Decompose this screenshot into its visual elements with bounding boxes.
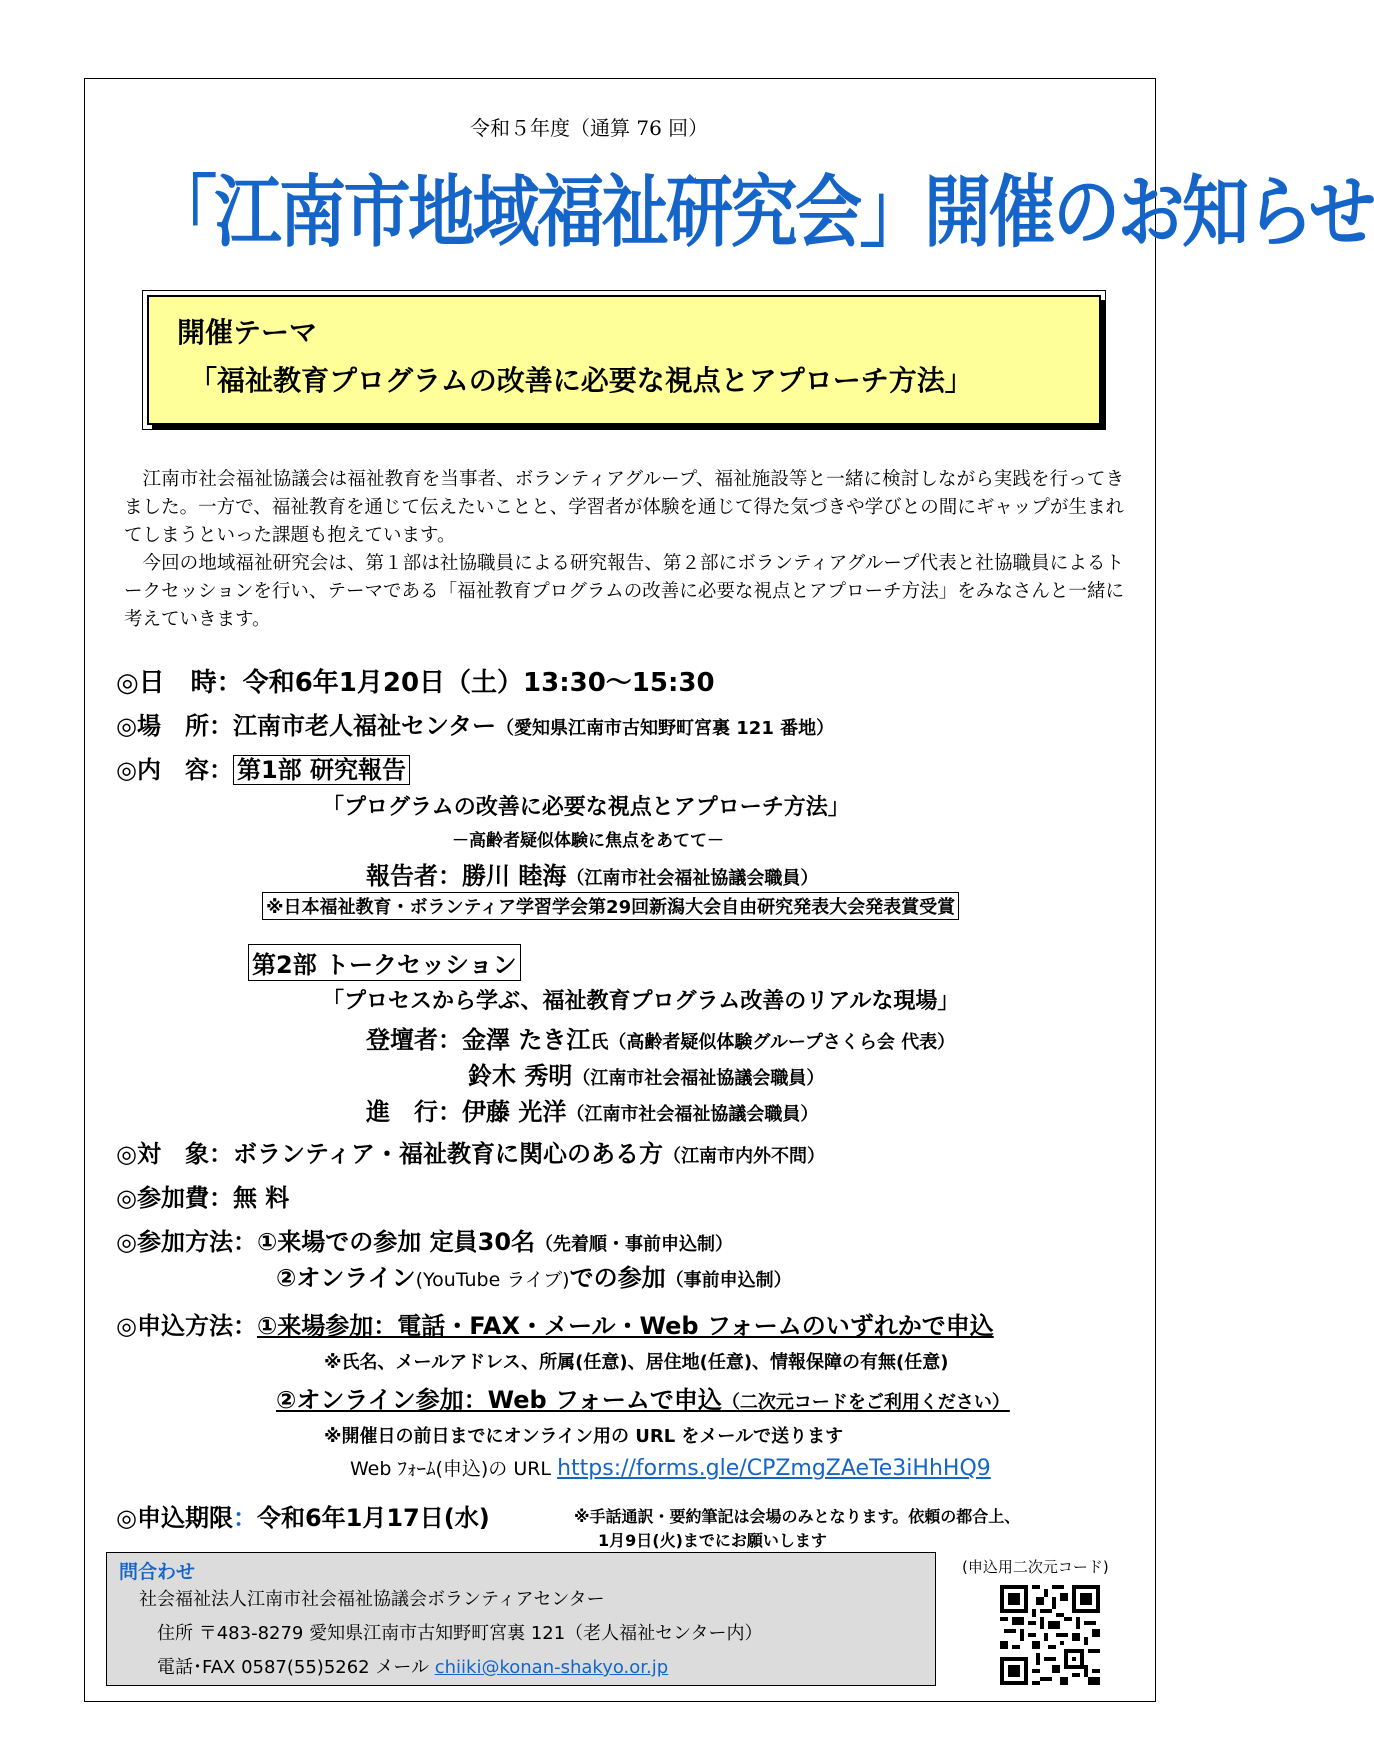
- apply-row: [116, 1306, 994, 1341]
- fee-value: 無 料: [232, 1184, 290, 1212]
- speaker1-name: 金澤 たき江: [462, 1026, 591, 1054]
- moderator-name: 伊藤 光洋: [462, 1098, 567, 1126]
- method-row: [116, 1222, 733, 1257]
- content-label: ◎内 容：: [116, 756, 233, 784]
- page-title: 「江南市地域福祉研究会」開催のお知らせ: [150, 168, 1374, 258]
- target-value: ボランティア・福祉教育に関心のある方: [232, 1140, 664, 1168]
- fee-label: ◎参加費：: [116, 1184, 233, 1212]
- apply-label: ◎申込方法：: [116, 1312, 257, 1340]
- part1-heading: 第1部 研究報告: [233, 755, 410, 785]
- part1-reporter: [366, 856, 818, 891]
- theme-label: 開催テーマ: [177, 316, 318, 349]
- method-option2-end: での参加: [569, 1264, 666, 1292]
- reporter-name: 勝川 睦海: [462, 862, 567, 890]
- moderator-row: [366, 1092, 818, 1127]
- contact-title: 問合わせ: [119, 1561, 196, 1583]
- apply-option2-row: [276, 1380, 1010, 1415]
- method-option1-note: （先着順・事前申込制）: [535, 1234, 734, 1255]
- reporter-affil: （江南市社会福祉協議会職員）: [566, 868, 819, 889]
- method-label: ◎参加方法：: [116, 1228, 257, 1256]
- venue-row: [116, 706, 834, 741]
- deadline-note-2: 1月9日(火)までにお願いします: [598, 1531, 827, 1550]
- theme-box-inner: [147, 295, 1101, 425]
- application-url-link[interactable]: https://forms.gle/CPZmgZAeTe3iHhHQ9: [557, 1456, 991, 1481]
- apply-option2-note2: ※開催日の前日までにオンライン用の URL をメールで送ります: [324, 1426, 844, 1447]
- award-note: ※日本福祉教育・ボランティア学習学会第29回新潟大会自由研究発表大会発表賞受賞: [262, 892, 959, 920]
- speaker2-row: [468, 1056, 824, 1091]
- deadline-label: ◎申込期限: [116, 1504, 233, 1532]
- theme-box: [142, 290, 1106, 430]
- contact-address: 住所 〒483-8279 愛知県江南市古知野町宮裏 121（老人福祉センター内）: [157, 1623, 763, 1644]
- part2-title: 「プロセスから学ぶ、福祉教育プログラム改善のリアルな現場」: [322, 989, 960, 1014]
- content-row: [116, 750, 410, 785]
- apply-option1-note: ※氏名、メールアドレス、所属(任意)、居住地(任意)、情報保障の有無(任意): [324, 1352, 949, 1373]
- apply-option2-note: （二次元コードをご利用ください）: [721, 1392, 1010, 1413]
- event-subtitle: 令和５年度（通算 76 回）: [470, 116, 709, 140]
- intro-text: [124, 466, 1124, 634]
- apply-option2: ②オンライン参加：Web フォームで申込: [276, 1386, 722, 1414]
- deadline-note-1: ※手話通訳・要約筆記は会場のみとなります。依頼の都合上、: [574, 1507, 1021, 1526]
- speaker1-honorific: 氏: [590, 1032, 609, 1053]
- datetime-row: [116, 662, 715, 699]
- contact-phone: 電話･FAX 0587(55)5262 メール: [157, 1657, 429, 1678]
- target-row: [116, 1134, 825, 1169]
- venue-label: ◎場 所：: [116, 712, 233, 740]
- speaker2-affil: （江南市社会福祉協議会職員）: [572, 1068, 825, 1089]
- method-option2-row: [276, 1258, 792, 1293]
- url-row: [350, 1454, 991, 1481]
- target-note: （江南市内外不問）: [663, 1146, 826, 1167]
- target-label: ◎対 象：: [116, 1140, 233, 1168]
- deadline-colon: ：: [232, 1504, 257, 1532]
- datetime-label: ◎日 時：: [116, 668, 243, 698]
- datetime-value: 令和6年1月20日（土）13:30～15:30: [242, 668, 715, 698]
- deadline-value: 令和6年1月17日(水): [256, 1504, 490, 1532]
- contact-box: [106, 1552, 936, 1686]
- contact-email-link[interactable]: chiiki@konan-shakyo.or.jp: [434, 1657, 669, 1678]
- part1-title: 「プログラムの改善に必要な視点とアプローチ方法」: [322, 795, 850, 820]
- intro-paragraph-1: 江南市社会福祉協議会は福祉教育を当事者、ボランティアグループ、福祉施設等と一緒に検討しながら実践を行ってきました。一方で、福祉教育を通じて伝えたいことと、学習者が体験を通じて得た気づきや学びとの間にギャップが生まれてしまうといった課題も抱えています。: [124, 469, 1124, 546]
- part1-subtitle: －高齢者疑似体験に焦点をあてて－: [452, 831, 724, 851]
- venue-value: 江南市老人福祉センター: [232, 712, 496, 740]
- method-option1: ①来場での参加 定員30名: [256, 1228, 536, 1256]
- moderator-affil: （江南市社会福祉協議会職員）: [566, 1104, 819, 1125]
- apply-option1: ①来場参加：電話・FAX・メール・Web フォームのいずれかで申込: [256, 1312, 994, 1340]
- moderator-label: 進 行：: [366, 1098, 462, 1126]
- speaker1-row: [366, 1020, 955, 1055]
- theme-text: 「福祉教育プログラムの改善に必要な視点とアプローチ方法」: [189, 364, 973, 397]
- speaker-label: 登壇者：: [366, 1026, 462, 1054]
- qr-label: (申込用二次元コード): [962, 1558, 1109, 1576]
- method-option2: ②オンライン: [276, 1264, 416, 1292]
- fee-row: [116, 1178, 289, 1213]
- reporter-label: 報告者：: [366, 862, 462, 890]
- qr-code[interactable]: [1000, 1585, 1100, 1685]
- speaker2-name: 鈴木 秀明: [468, 1062, 573, 1090]
- venue-address: （愛知県江南市古知野町宮裏 121 番地）: [496, 718, 835, 739]
- method-option2-note: （事前申込制）: [665, 1270, 792, 1291]
- intro-paragraph-2: 今回の地域福祉研究会は、第１部は社協職員による研究報告、第２部にボランティアグループ代表と社協職員によるトークセッションを行い、テーマである「福祉教育プログラムの改善に必要な視点とアプローチ方法」をみなさんと一緒に考えていきます。: [124, 553, 1124, 630]
- url-label: Web ﾌｫｰﾑ(申込)の URL: [350, 1458, 552, 1480]
- speaker1-affil: （高齢者疑似体験グループさくら会 代表）: [608, 1032, 956, 1053]
- part2-heading: 第2部 トークセッション: [248, 944, 521, 981]
- contact-org: 社会福祉法人江南市社会福祉協議会ボランティアセンター: [139, 1589, 605, 1610]
- contact-phone-row: [157, 1653, 668, 1679]
- method-option2-mid: (YouTube ライブ): [415, 1269, 570, 1291]
- deadline-row: [116, 1498, 490, 1533]
